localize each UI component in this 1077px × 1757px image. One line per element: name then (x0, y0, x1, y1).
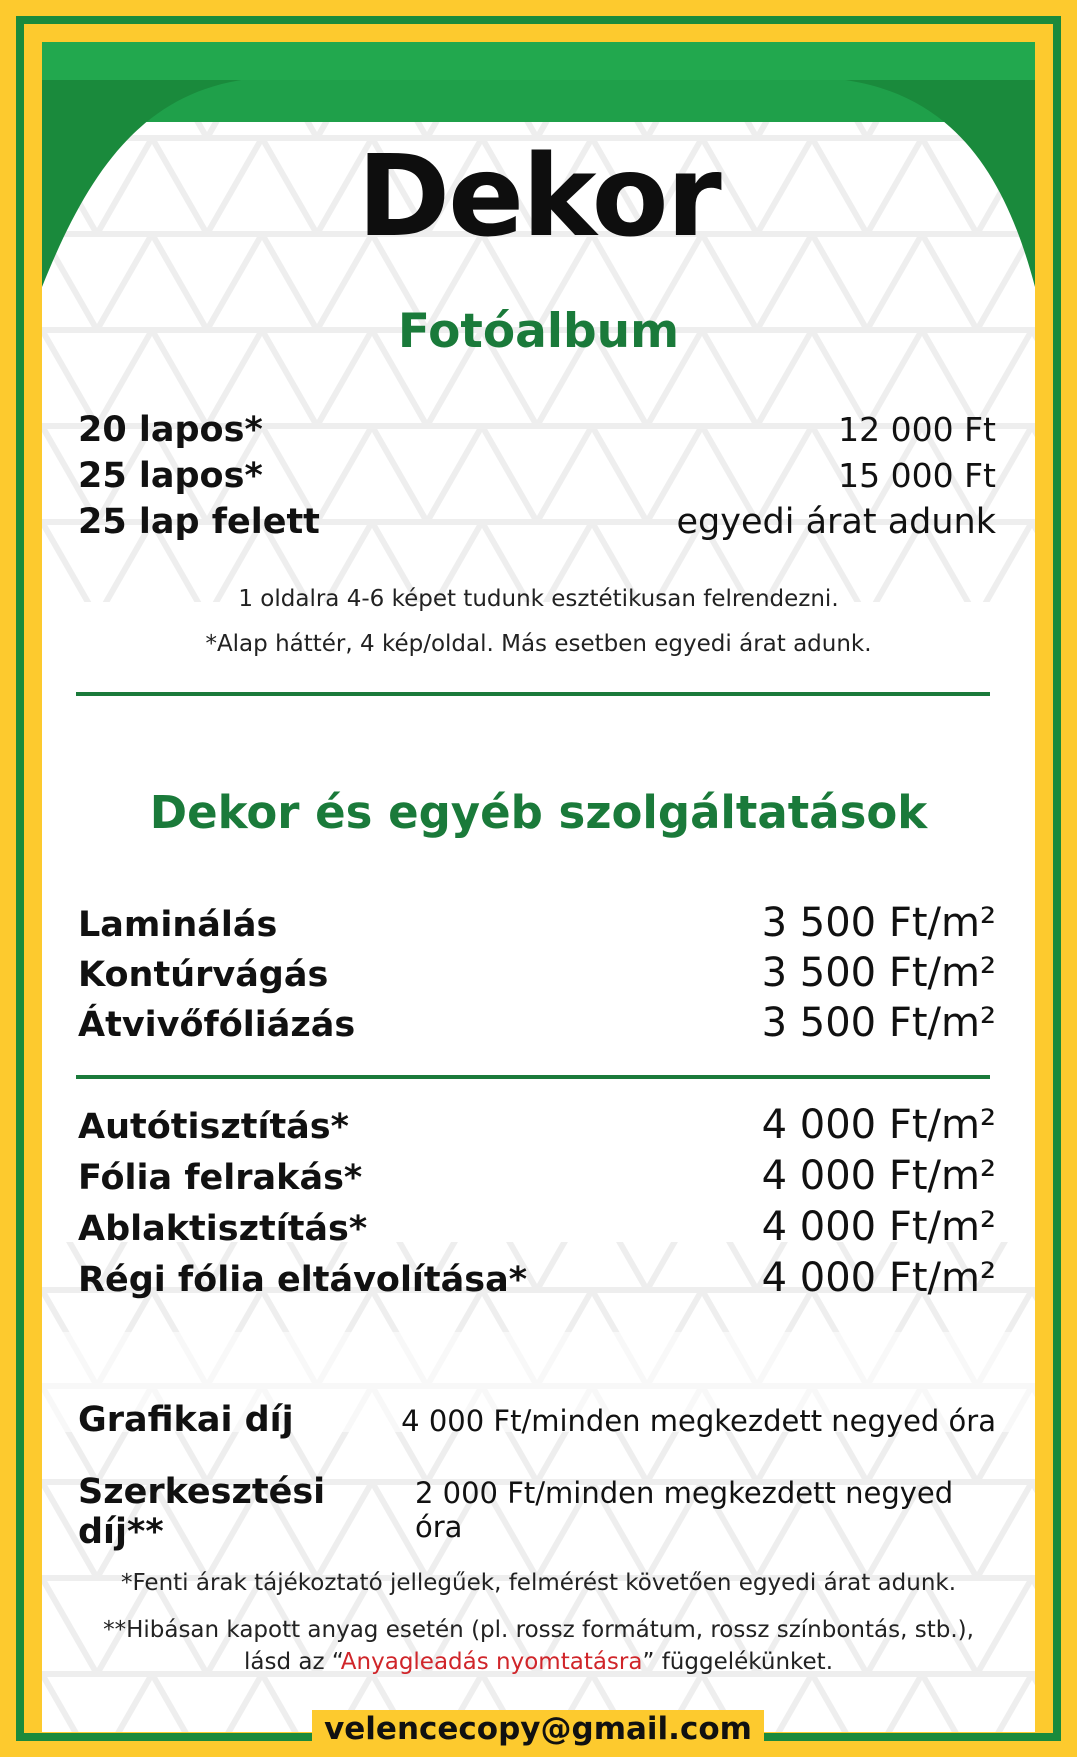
row-price: 15 000 Ft (838, 456, 996, 495)
price-row (78, 1255, 996, 1301)
row-price: 12 000 Ft (838, 410, 996, 449)
contact-email[interactable]: velencecopy@gmail.com (324, 1711, 752, 1747)
row-label: Kontúrvágás (78, 955, 329, 995)
price-row (78, 456, 996, 496)
album-footnote: *Alap háttér, 4 kép/oldal. Más esetben egyedi árat adunk. (205, 631, 872, 657)
group-divider (76, 1075, 990, 1079)
row-price: 3 500 Ft/m² (761, 950, 996, 996)
price-row (78, 1204, 996, 1250)
row-price: 3 500 Ft/m² (761, 900, 996, 946)
footnote-2: **Hibásan kapott anyag esetén (pl. rossz formátum, rossz színbontás, stb.), (103, 1617, 974, 1643)
row-label: Ablaktisztítás* (78, 1209, 368, 1249)
row-label: Fólia felrakás* (78, 1158, 363, 1198)
appendix-link[interactable]: Anyagleadás nyomtatásra (340, 1649, 643, 1675)
price-panel (42, 42, 1035, 1732)
footnote-3-pre: lásd az “ (243, 1649, 341, 1675)
price-row (78, 410, 996, 450)
fee-value: 4 000 Ft/minden megkezdett negyed óra (401, 1404, 996, 1438)
row-label: Régi fólia eltávolítása* (78, 1260, 528, 1300)
album-note: 1 oldalra 4-6 képet tudunk esztétikusan felrendezni. (238, 586, 839, 612)
row-label: Laminálás (78, 905, 278, 945)
row-label: Átvivőfóliázás (78, 1005, 356, 1045)
row-label: 25 lap felett (78, 502, 320, 542)
fee-value: 2 000 Ft/minden megkezdett negyed óra (414, 1476, 954, 1544)
price-row (78, 950, 996, 996)
section-divider (76, 692, 990, 696)
row-price: egyedi árat adunk (676, 502, 996, 542)
row-price: 4 000 Ft/m² (761, 1204, 996, 1250)
price-row (78, 900, 996, 946)
fee-label: Szerkesztési díj** (78, 1472, 326, 1552)
row-price: 4 000 Ft/m² (761, 1255, 996, 1301)
page-title: Dekor (357, 132, 720, 262)
price-row (78, 1000, 996, 1046)
footnote-3 (42, 1649, 1035, 1675)
fee-row-graphic (78, 1400, 996, 1440)
footnote-3-post: ” függelékünket. (642, 1649, 834, 1675)
row-price: 3 500 Ft/m² (761, 1000, 996, 1046)
row-price: 4 000 Ft/m² (761, 1153, 996, 1199)
row-label: 20 lapos* (78, 410, 263, 450)
services-heading: Dekor és egyéb szolgáltatások (149, 786, 928, 839)
fee-label: Grafikai díj (78, 1400, 294, 1440)
price-row (78, 1153, 996, 1199)
photoalbum-heading: Fotóalbum (397, 304, 680, 359)
price-row (78, 1102, 996, 1148)
row-label: Autótisztítás* (78, 1107, 349, 1147)
row-label: 25 lapos* (78, 456, 263, 496)
footnote-1: *Fenti árak tájékoztató jellegűek, felmérést követően egyedi árat adunk. (120, 1570, 957, 1596)
fee-row-editing (78, 1472, 996, 1552)
row-price: 4 000 Ft/m² (761, 1102, 996, 1148)
price-row (78, 502, 996, 542)
